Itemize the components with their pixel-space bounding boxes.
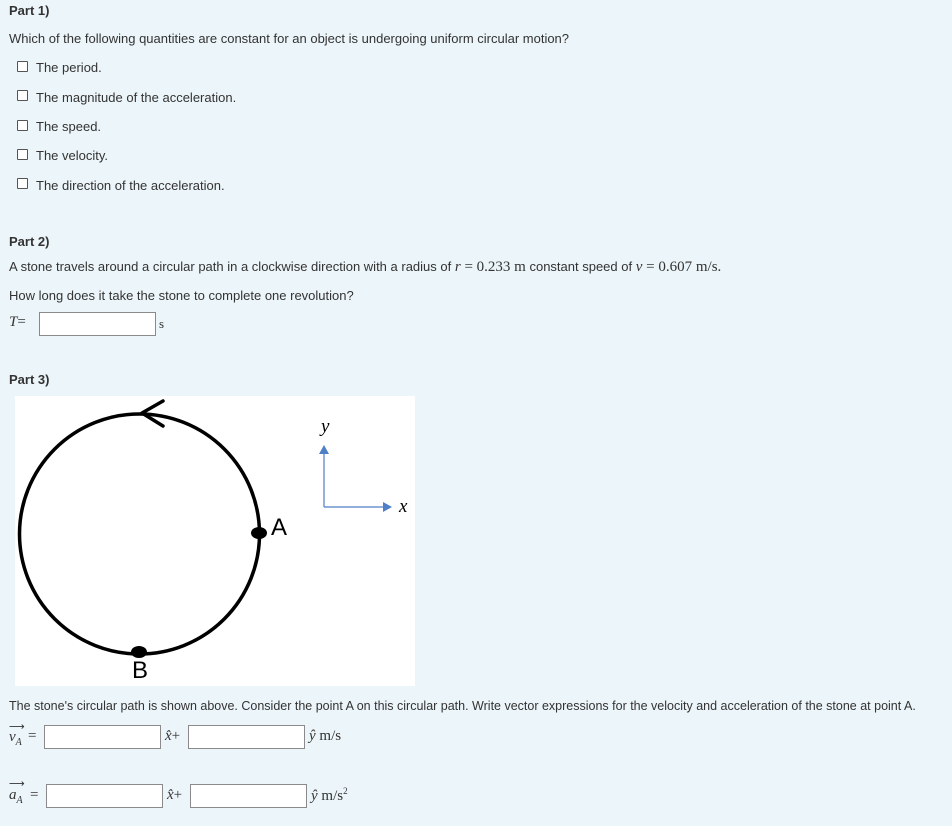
vector-arrow-icon: ⟶: [9, 777, 25, 790]
acceleration-equals: =: [30, 787, 39, 803]
part3-title: Part 3): [9, 372, 50, 387]
part1-title: Part 1): [9, 3, 50, 18]
v-symbol: v: [635, 259, 643, 275]
y-hat: ŷ: [311, 788, 318, 804]
part2-statement: [9, 259, 721, 276]
velocity-symbol: [9, 729, 22, 748]
r-value: = 0.233 m: [464, 259, 526, 275]
checkbox[interactable]: [17, 120, 28, 131]
part3-description: The stone's circular path is shown above. Consider the point A on this circular path. Write vector expressions for the velocity and acceleration of the stone at point A.: [9, 699, 916, 713]
x-hat: x̂: [167, 787, 174, 803]
velocity-equals: =: [28, 728, 37, 744]
acceleration-y-input[interactable]: [190, 784, 307, 808]
circular-path: [20, 414, 260, 654]
period-unit: s: [159, 316, 165, 331]
statement-prefix: A stone travels around a circular path in a clockwise direction with a radius of: [9, 259, 452, 274]
acceleration-subscript: A: [16, 795, 23, 806]
option-label: The velocity.: [36, 148, 109, 163]
velocity-x-input[interactable]: [44, 725, 161, 749]
checkbox[interactable]: [17, 178, 28, 189]
statement-mid: constant speed of: [529, 259, 633, 274]
option-label: The direction of the acceleration.: [36, 178, 225, 193]
acceleration-unit: m/s: [321, 788, 344, 804]
acceleration-symbol: [9, 787, 23, 806]
velocity-subscript: A: [15, 737, 22, 748]
option-label: The speed.: [36, 119, 102, 134]
unit-exponent: 2: [343, 786, 348, 796]
velocity-y-unit-vector: [309, 728, 341, 745]
plus-sign: +: [171, 728, 181, 744]
circular-path-diagram: [15, 396, 415, 686]
v-expression: [636, 259, 722, 275]
vector-arrow-icon: ⟶: [9, 720, 25, 733]
x-axis-arrow-icon: [383, 502, 392, 512]
velocity-y-input[interactable]: [188, 725, 305, 749]
y-axis-label: y: [321, 416, 330, 437]
y-hat: ŷ: [309, 728, 316, 744]
period-answer-label: [9, 314, 26, 331]
r-expression: [455, 259, 526, 275]
equals-sign: =: [17, 314, 26, 330]
x-hat: x̂: [165, 728, 172, 744]
velocity-letter: v: [9, 729, 16, 745]
acceleration-x-input[interactable]: [46, 784, 163, 808]
acceleration-letter: a: [9, 787, 17, 803]
checkbox[interactable]: [17, 90, 28, 101]
part1-question: Which of the following quantities are constant for an object is undergoing uniform circular motion?: [9, 31, 570, 46]
velocity-unit: m/s: [319, 728, 342, 744]
period-symbol: T: [9, 314, 18, 330]
plus-sign: +: [173, 787, 183, 803]
y-axis-arrow-icon: [319, 445, 329, 454]
period-input[interactable]: [39, 312, 156, 336]
circular-path-figure: [15, 396, 415, 686]
point-a-label: A: [271, 514, 288, 541]
acceleration-x-unit-vector: [167, 787, 182, 804]
option-label: The period.: [36, 60, 102, 75]
checkbox[interactable]: [17, 61, 28, 72]
part2-question: How long does it take the stone to complete one revolution?: [9, 288, 354, 303]
v-value: = 0.607 m/s.: [646, 259, 722, 275]
x-axis-label: x: [399, 496, 408, 517]
velocity-x-unit-vector: [165, 728, 180, 745]
checkbox[interactable]: [17, 149, 28, 160]
part2-title: Part 2): [9, 234, 50, 249]
acceleration-y-unit-vector: [311, 786, 348, 805]
point-a-marker: [251, 527, 267, 539]
option-label: The magnitude of the acceleration.: [36, 90, 237, 105]
r-symbol: r: [454, 259, 461, 275]
point-b-label: B: [132, 657, 149, 684]
